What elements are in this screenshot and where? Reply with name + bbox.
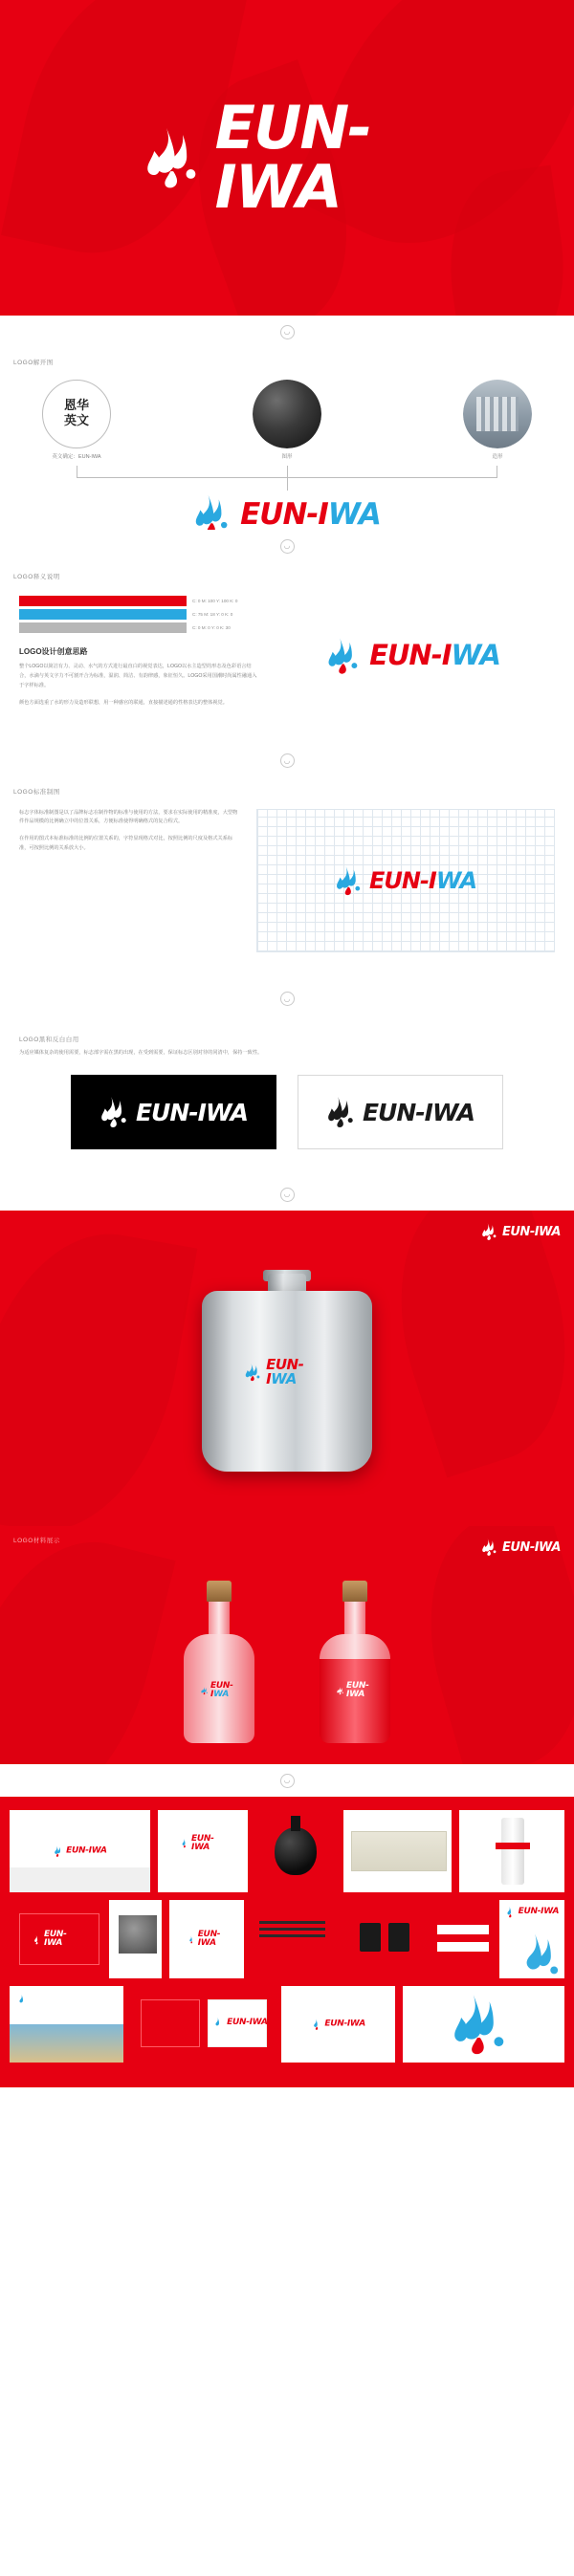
red-card-set-logo: [213, 2017, 268, 2029]
building-photo-icon: [463, 380, 532, 448]
bw-paragraph: 为适应媒体复杂的使用需要，标志部字需在黑的出现，在受到需要，保证标志区别对待的同清中，保持一致性。: [19, 1049, 263, 1056]
black-bottle-body: [275, 1827, 317, 1875]
mini-logo: [188, 1931, 226, 1948]
water-drop-mark-icon: [213, 2017, 226, 2029]
pen: [259, 1921, 325, 1924]
pen-group: [259, 1921, 325, 1941]
bottle-cork: [342, 1581, 367, 1602]
stone-photo-icon: [253, 380, 321, 448]
bottle-label-left: [201, 1682, 238, 1699]
flask-mockup-section: [0, 1211, 574, 1526]
water-drop-mark-icon: [144, 114, 211, 202]
tile-banknote: [343, 1810, 453, 1892]
water-drop-mark-icon: [335, 864, 367, 897]
bottle-neck: [344, 1602, 365, 1634]
section-divider: [0, 530, 574, 562]
stone-photo-circle: [253, 380, 321, 448]
bottle-mockup-section: [0, 1526, 574, 1764]
water-drop-mark-icon: [326, 1095, 361, 1129]
photo-card-logo: [17, 1994, 31, 2006]
bw-logo-black: [326, 1095, 475, 1129]
mini-logo: [505, 1906, 560, 1918]
bottle-filled: [309, 1581, 401, 1743]
envelope-logo: [53, 1845, 107, 1858]
bw-logo-white: [99, 1095, 248, 1129]
tile-vertical-poster-drops: [499, 1900, 564, 1978]
mini-logo: [17, 1994, 31, 2006]
derivation-result-logo: [0, 492, 574, 530]
water-drop-mark-icon: [53, 1845, 65, 1858]
swatch-gray: [19, 622, 187, 633]
swatch-red-caption: C: 0 M: 100 Y: 100 K: 0: [192, 599, 238, 603]
section-label-bottles: LOGO材料展示: [13, 1538, 60, 1545]
swatch-blue-caption: C: 75 M: 18 Y: 0 K: 0: [192, 612, 233, 617]
derivation-caption: 造形: [492, 454, 503, 460]
mini-logo: [33, 1931, 78, 1948]
derivation-sources-row: [0, 366, 574, 460]
tile-tag-card: [281, 1986, 395, 2063]
divider-circle-icon: ◡: [280, 753, 295, 768]
mini-logo: [180, 1835, 225, 1852]
water-drop-decoration-icon: [427, 1991, 541, 2058]
flask-wordmark: EUN-IWA: [266, 1355, 304, 1387]
derivation-caption: 英文确定：EUN-IWA: [52, 454, 101, 460]
pen: [259, 1934, 325, 1937]
corner-logo: [481, 1222, 561, 1241]
hip-flask: [202, 1266, 372, 1472]
swatch-row-gray: [19, 622, 258, 633]
building-photo-circle: [463, 380, 532, 448]
swatch-row-blue: [19, 609, 258, 620]
section-label-grid: LOGO标准制图: [13, 788, 60, 796]
grid-wordmark: EUN-IWA: [368, 866, 477, 894]
divider-circle-icon: ◡: [280, 539, 295, 554]
water-drop-mark-icon: [99, 1095, 134, 1129]
applications-row-3: [10, 1986, 564, 2063]
envelope-flap: [10, 1867, 150, 1892]
derivation-connector: [38, 466, 536, 491]
tile-wordmark: EUN-IWA: [66, 1845, 107, 1856]
tile-white-card-drops: [169, 1900, 244, 1978]
corner-wordmark: EUN-IWA: [502, 1224, 561, 1239]
bottle-body: [320, 1659, 390, 1743]
section-divider: [0, 1178, 574, 1211]
section-divider: [0, 745, 574, 777]
grid-text-column: [19, 809, 239, 952]
red-card: [141, 1999, 200, 2047]
water-drop-mark-icon: [481, 1538, 500, 1557]
tile-wordmark: EUN-IWA: [518, 1907, 560, 1917]
tile-wordmark: EUN-IWA: [44, 1930, 67, 1949]
applications-row-1: [10, 1810, 564, 1892]
tile-business-card-red: [10, 1900, 101, 1978]
white-card-logo: [188, 1931, 226, 1948]
flask-mockup: [0, 1211, 574, 1526]
color-concept-paragraph-1: 整个LOGO以简洁有力、灵动、水气的方式进行最直白的视觉表达，LOGO以水主造型的形态及色彩语言结合，水滴与英文字力不可割开合为标准，温润、简洁、有韵律感，象征恒久。LOGO采用国潮时尚属性融通入于字样标准。: [19, 664, 257, 688]
logo-derivation-section: [0, 348, 574, 530]
tag-card-logo: [311, 2019, 365, 2031]
bw-wordmark-white: EUN-IWA: [135, 1098, 248, 1126]
binder-clip: [388, 1923, 409, 1952]
water-drop-mark-icon: [337, 1684, 345, 1697]
banknote-image: [351, 1831, 447, 1871]
binder-clip: [360, 1923, 381, 1952]
pen: [259, 1928, 325, 1931]
logo-variant-on-white: [298, 1075, 503, 1149]
bottle-body: [184, 1659, 254, 1743]
bottle-cork: [207, 1581, 232, 1602]
grid-logo: [335, 864, 476, 897]
bottles-row: [0, 1544, 574, 1764]
bottle-label-right: [337, 1682, 374, 1699]
water-drop-mark-icon: [245, 1362, 265, 1383]
logo-variant-on-black: [71, 1075, 276, 1149]
color-concept-text-column: [19, 596, 258, 716]
poster-band: [496, 1843, 530, 1849]
derivation-item-stone: [249, 380, 325, 460]
grid-paragraph-2: 在作用的图式本标准标准的比例的位置关系的，字符显现格式对比，按照比例的尺度及格式关系标准，可按照比例的关系放大小。: [19, 836, 233, 852]
tile-binder-clips: [341, 1900, 422, 1978]
swatch-row-red: [19, 596, 258, 606]
derivation-caption: 图形: [281, 454, 293, 460]
tile-red-stripes: [430, 1900, 492, 1978]
divider-circle-icon: ◡: [280, 325, 295, 339]
water-drop-mark-icon: [481, 1222, 500, 1241]
bw-variants-row: [19, 1075, 555, 1149]
bw-wordmark-black: EUN-IWA: [362, 1098, 475, 1126]
color-concept-paragraph-2: 颜色方面选重了水的形力及造形联想，用一种感官的联通，直接描述通的性格表达的整体视觉。: [19, 699, 228, 706]
red-card-logo: [33, 1931, 78, 1948]
letterhead-logo: [180, 1835, 225, 1852]
tile-envelope-card: [10, 1810, 150, 1892]
mini-logo: [213, 2017, 268, 2029]
photo-image: [10, 2024, 123, 2063]
water-drop-mark-icon: [193, 492, 237, 530]
bottle-wordmark-right: EUN-IWA: [346, 1681, 369, 1700]
corner-wordmark: EUN-IWA: [502, 1539, 561, 1555]
tile-wordmark: EUN-IWA: [197, 1930, 221, 1949]
rolled-paper: [501, 1818, 524, 1885]
tile-black-bottle: [255, 1810, 336, 1892]
section-label-color: LOGO释义说明: [13, 574, 60, 580]
bottle-wordmark-left: EUN-IWA: [210, 1681, 233, 1700]
section-label-derivation: LOGO解开图: [13, 360, 54, 366]
water-drop-mark-icon: [201, 1684, 210, 1697]
chinese-name-circle: [42, 380, 111, 448]
color-wordmark: EUN-IWA: [369, 639, 500, 672]
tile-letterhead-poster: [158, 1810, 248, 1892]
logo-grid-canvas: [256, 809, 555, 952]
logo-grid-section: [0, 777, 574, 983]
section-divider: [0, 316, 574, 348]
grid-paragraph-1: 标志字体标准制图是以了品牌标志在制作物的标准与使用的方法，要求在实际使用的精准度，大型物件作品规模的比例确立中的位置关系，方便标准使得明确格式的复合程式。: [19, 809, 238, 825]
mini-logo: [311, 2019, 365, 2031]
stripe: [437, 1942, 489, 1952]
water-drop-mark-icon: [505, 1906, 518, 1918]
divider-circle-icon: ◡: [280, 1774, 295, 1788]
derivation-wordmark: EUN-IWA: [240, 496, 381, 530]
tile-wordmark: EUN-IWA: [191, 1833, 214, 1852]
mini-logo: [53, 1845, 107, 1858]
divider-circle-icon: ◡: [280, 1188, 295, 1202]
tile-drops-panel: [403, 1986, 564, 2063]
poster-logo: [505, 1906, 560, 1918]
section-divider: [0, 983, 574, 1015]
color-concept-heading: LOGO设计创意思路: [19, 647, 88, 656]
bottle-shoulder: [320, 1634, 390, 1659]
color-concept-logo-column: [272, 596, 555, 716]
logo-bw-section: [0, 1015, 574, 1179]
water-drop-mark-icon: [180, 1837, 190, 1849]
connector-down-line: [287, 477, 288, 491]
connector-tick: [287, 466, 288, 477]
applications-row-2: [10, 1900, 564, 1978]
bottle-neck: [209, 1602, 230, 1634]
hero-wordmark: EUN-IWA: [214, 93, 370, 222]
derivation-item-chinese: [38, 380, 115, 460]
swatch-red: [19, 596, 187, 606]
water-drop-mark-icon: [326, 636, 366, 676]
tile-wordmark: EUN-IWA: [324, 2019, 365, 2029]
water-drop-mark-icon: [17, 1994, 30, 2006]
color-concept-section: [0, 562, 574, 745]
section-label-bw: LOGO黑和反白白用: [19, 1036, 79, 1043]
bottle-shoulder: [184, 1634, 254, 1659]
stripe: [437, 1925, 489, 1934]
tile-red-card-set: [131, 1986, 274, 2063]
tile-photo-swatch: [109, 1900, 162, 1978]
water-drop-mark-icon: [311, 2019, 323, 2031]
tile-color-photo-card: [10, 1986, 123, 2063]
tile-rolled-poster: [459, 1810, 564, 1892]
applications-section: [0, 1797, 574, 2087]
tile-pens: [252, 1900, 333, 1978]
water-drop-mark-icon: [188, 1933, 197, 1946]
water-drop-decoration-icon: [517, 1931, 564, 1978]
chinese-name-text: 恩华 英文: [63, 398, 89, 428]
corner-logo: [481, 1538, 561, 1557]
black-bottle-neck: [291, 1816, 300, 1831]
derivation-item-building: [459, 380, 536, 460]
swatch-gray-caption: C: 0 M: 0 Y: 0 K: 30: [192, 625, 231, 630]
section-divider: [0, 1764, 574, 1797]
photo-thumb: [119, 1915, 157, 1954]
divider-circle-icon: ◡: [280, 992, 295, 1006]
swatch-blue: [19, 609, 187, 620]
hero-banner: [0, 0, 574, 316]
tile-wordmark: EUN-IWA: [227, 2018, 268, 2028]
water-drop-mark-icon: [33, 1933, 43, 1946]
hero-logo: [144, 93, 430, 222]
bottle-clear: [173, 1581, 265, 1743]
flask-logo: [245, 1355, 330, 1387]
color-logo: [326, 636, 500, 676]
